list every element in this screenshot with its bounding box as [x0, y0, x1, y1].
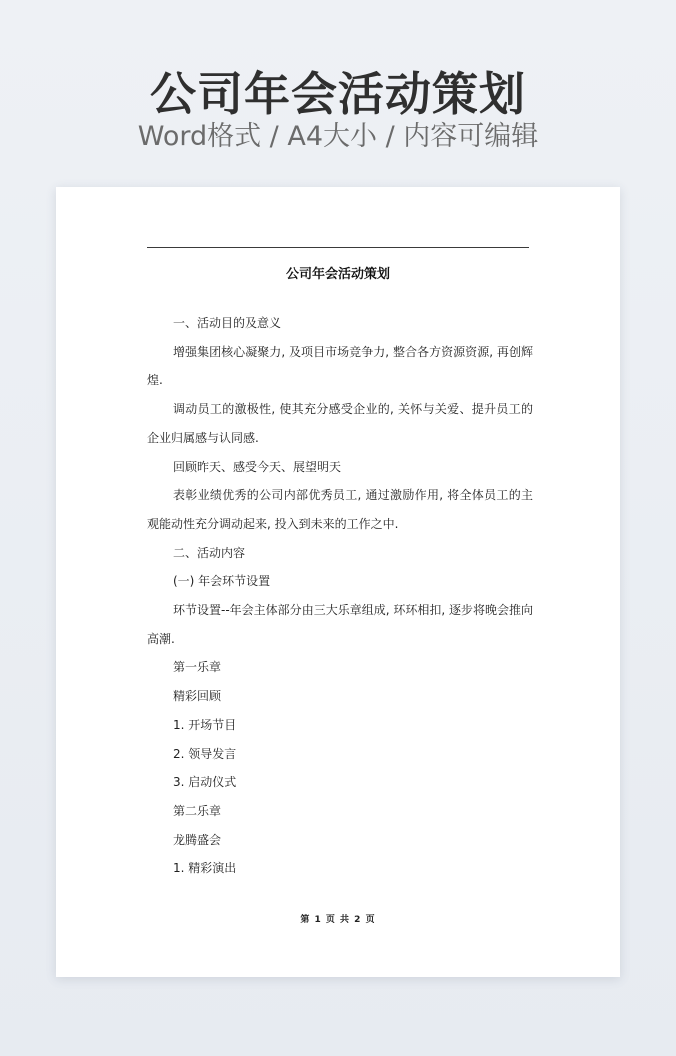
subsection-heading-segments: (一) 年会环节设置 — [173, 574, 271, 589]
document-page — [56, 187, 620, 977]
movement-two-subtitle: 龙腾盛会 — [173, 832, 222, 847]
paragraph-cohesion: 增强集团核心凝聚力, 及项目市场竞争力, 整合各方资源资源, 再创辉煌. — [147, 344, 533, 388]
movement-two-heading: 第二乐章 — [173, 803, 222, 818]
section-heading-content: 二、活动内容 — [173, 545, 246, 560]
paragraph-commendation: 表彰业绩优秀的公司内部优秀员工, 通过激励作用, 将全体员工的主观能动性充分调动起来, 投入到未来的工作之中. — [147, 488, 533, 531]
document-title: 公司年会活动策划 — [285, 267, 390, 282]
list-item: 1. 精彩演出 — [173, 861, 237, 876]
page-number-footer: 第 1 页 共 2 页 — [300, 915, 376, 925]
header-divider — [147, 247, 529, 248]
movement-one-heading: 第一乐章 — [173, 660, 222, 675]
movement-one-subtitle: 精彩回顾 — [173, 689, 222, 704]
paragraph-motivation: 调动员工的激极性, 使其充分感受企业的, 关怀与关爱、提升员工的企业归属感与认同感. — [147, 402, 533, 445]
document-body — [147, 309, 533, 883]
list-item: 3. 启动仪式 — [173, 775, 237, 790]
section-heading-purpose: 一、活动目的及意义 — [173, 316, 282, 330]
banner-subtitle: Word格式 / A4大小 / 内容可编辑 — [137, 121, 539, 152]
list-item: 2. 领导发言 — [173, 746, 237, 761]
banner-title: 公司年会活动策划 — [150, 67, 526, 121]
paragraph-review: 回顾昨天、感受今天、展望明天 — [173, 459, 342, 474]
paragraph-segment-setup: 环节设置--年会主体部分由三大乐章组成, 环环相扣, 逐步将晚会推向高潮. — [147, 603, 533, 646]
list-item: 1. 开场节目 — [173, 717, 237, 732]
